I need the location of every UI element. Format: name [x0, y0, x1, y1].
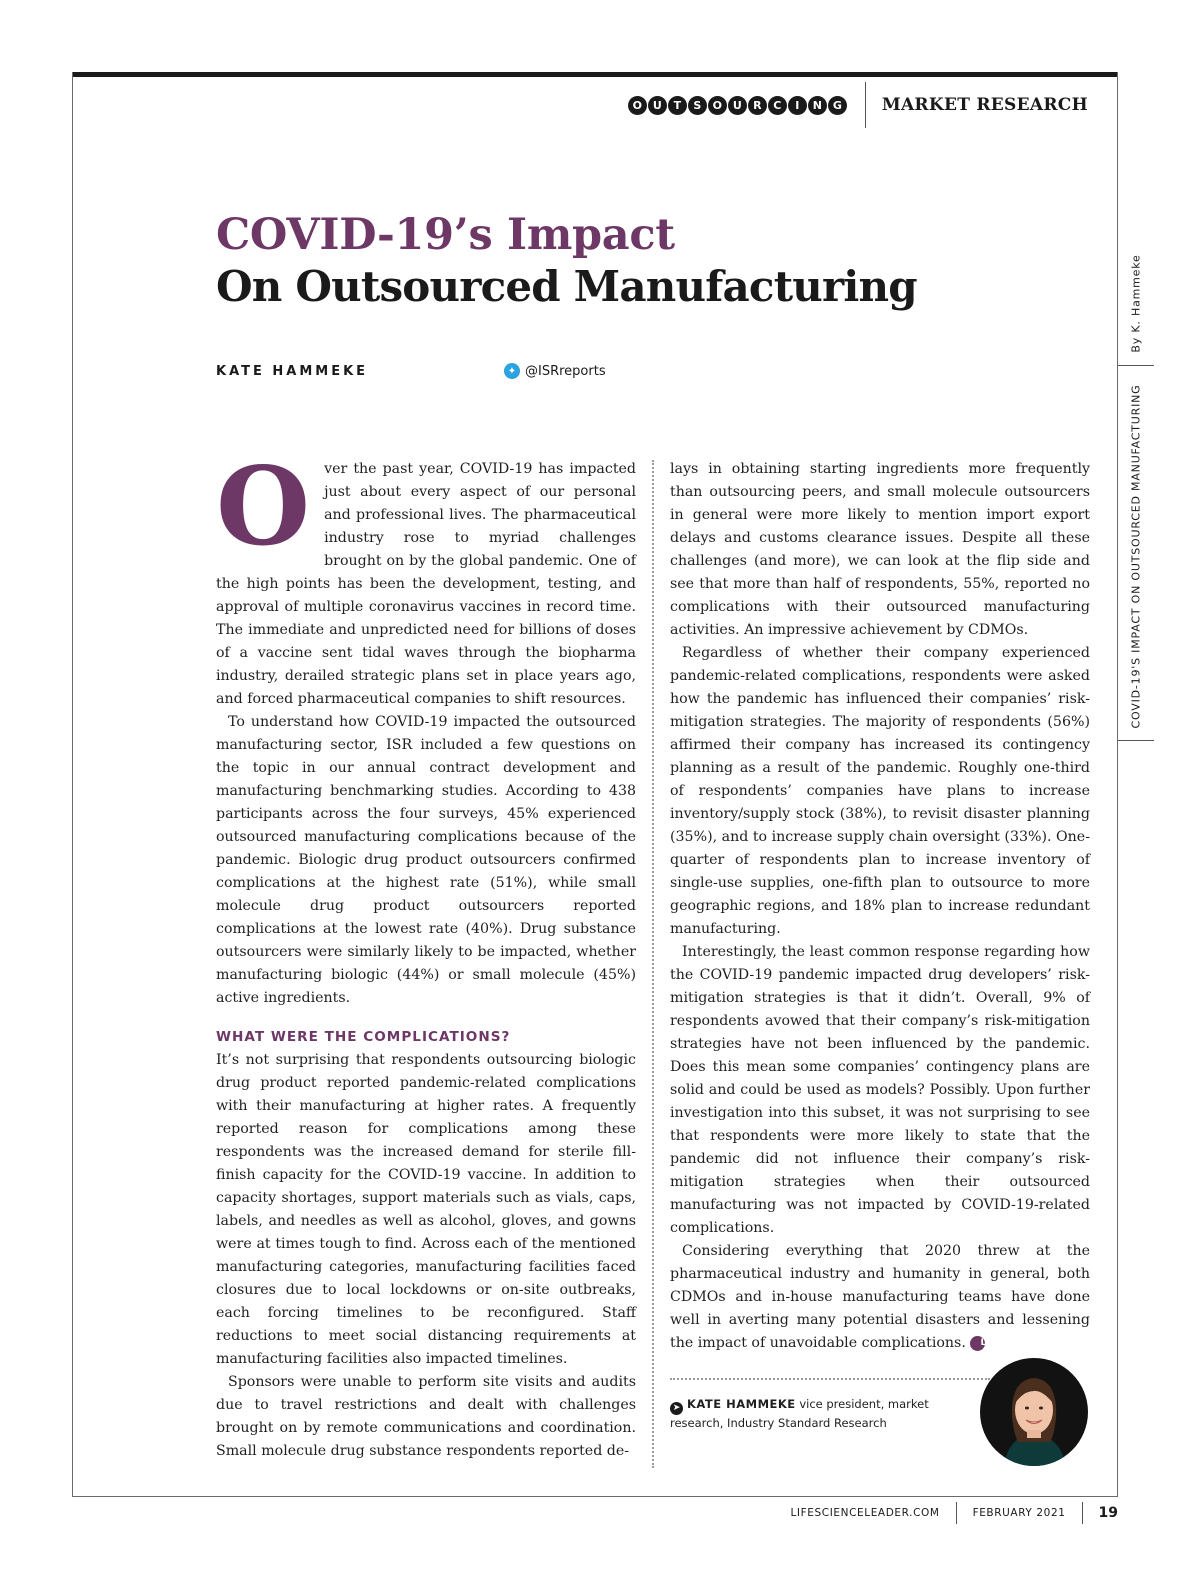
drop-cap: O — [216, 444, 311, 570]
side-byline: By K. Hammeke — [1129, 254, 1143, 353]
bottom-frame-line — [72, 1496, 1118, 1497]
paragraph — [216, 444, 636, 711]
author-portrait — [980, 1358, 1088, 1466]
author-name: KATE HAMMEKE — [216, 364, 369, 379]
side-rail — [1118, 200, 1154, 760]
badge-letter: O — [708, 96, 727, 115]
badge-letter: R — [748, 96, 767, 115]
badge-letter: U — [648, 96, 667, 115]
paragraph: Regardless of whether their company experienced pandemic-related complications, respondents were asked how the pandemic has influenced their companies’ risk-mitigation strategies. The majority of respondents (56%) affirmed their company has increased its contingency planning as a result of the pandemic. Roughly one-third of respondents’ companies have plans to increase inventory/supply stock (38%), to revisit disaster planning (35%), and to increase supply chain oversight (33%). One-quarter of respondents plan to increase inventory of single-use supplies, one-fifth plan to outsource to more geographic regions, and 18% plan to increase redundant manufacturing. — [670, 645, 1090, 937]
page-footer — [790, 1500, 1118, 1526]
page-number: 19 — [1098, 1505, 1118, 1521]
headline-line-1: COVID-19’s Impact — [216, 210, 675, 260]
arrow-right-icon: ➤ — [670, 1402, 683, 1415]
badge-letter: C — [768, 96, 787, 115]
paragraph: Sponsors were unable to perform site visits and audits due to travel restrictions and dealt with challenges brought on by remote communications and coordination. Small molecule drug substance respondents reported de- — [216, 1374, 636, 1459]
badge-letter: U — [728, 96, 747, 115]
section-label: MARKET RESEARCH — [881, 95, 1088, 115]
badge-letter: G — [828, 96, 847, 115]
header-divider — [865, 82, 866, 128]
outsourcing-badge — [628, 96, 847, 115]
paragraph-text: ver the past year, COVID-19 has impacted just about every aspect of our personal and professional lives. The pharmaceutical industry rose to myriad challenges brought on by the global pandemic. One of the high points has been the development, testing, and approval of multiple coronavirus vaccines in record time. The immediate and unpredicted need for billions of doses of a vaccine sent tidal waves through the biopharma industry, derailed strategic plans set in place years ago, and forced pharmaceutical companies to shift resources. — [216, 461, 636, 707]
bio-divider — [670, 1378, 990, 1380]
paragraph: It’s not surprising that respondents outsourcing biologic drug product reported pandemic-related complications with their manufacturing at higher rates. A frequently reported reason for complications among these respondents was the increased demand for sterile fill-finish capacity for the COVID-19 vaccine. In addition to capacity shortages, support materials such as vials, caps, labels, and needles as well as alcohol, gloves, and gowns were at times tough to find. Across each of the mentioned manufacturing categories, manufacturing facilities faced closures due to local lockdowns or on-site outbreaks, each forcing timelines to be reconfigured. Staff reductions to meet social distancing requirements at manufacturing facilities also impacted timelines. — [216, 1052, 636, 1367]
left-frame-line — [72, 72, 73, 1497]
article-column-left — [216, 444, 636, 1463]
side-rule — [1118, 365, 1154, 366]
footer-divider — [956, 1502, 957, 1524]
footer-site: LIFESCIENCELEADER.COM — [790, 1507, 940, 1519]
end-of-article-icon: L — [970, 1336, 985, 1351]
side-rule — [1118, 740, 1154, 741]
page-header — [628, 88, 1088, 122]
side-running-title: COVID-19'S IMPACT ON OUTSOURCED MANUFACTURING — [1129, 384, 1143, 729]
column-divider — [652, 460, 654, 1468]
bio-description: vice president, market research, Industry Standard Research — [670, 1397, 929, 1430]
badge-letter: S — [688, 96, 707, 115]
badge-letter: I — [788, 96, 807, 115]
paragraph: To understand how COVID-19 impacted the outsourced manufacturing sector, ISR included a few questions on the topic in our annual contract development and manufacturing benchmarking studies. According to 438 participants across the four surveys, 45% experienced outsourced manufacturing complications because of the pandemic. Biologic drug product outsourcers confirmed complications at the highest rate (51%), while small molecule drug product outsourcers reported complications at the lowest rate (40%). Drug substance outsourcers were similarly likely to be impacted, whether manufacturing biologic (44%) or small molecule (45%) active ingredients. — [216, 714, 636, 1006]
headline-line-2: On Outsourced Manufacturing — [216, 262, 917, 311]
paragraph — [670, 1240, 1090, 1355]
badge-letter: O — [628, 96, 647, 115]
twitter-handle-text: @ISRreports — [525, 363, 606, 379]
article-column-right — [670, 458, 1090, 1355]
paragraph-text: Considering everything that 2020 threw at the pharmaceutical industry and humanity in general, both CDMOs and in-house manufacturing teams have done well in averting many potential disasters and lessening the impact of unavoidable complications. — [670, 1243, 1090, 1351]
twitter-icon: ✦ — [504, 363, 520, 379]
author-bio — [670, 1396, 982, 1432]
footer-divider — [1082, 1502, 1083, 1524]
author-photo — [980, 1358, 1088, 1466]
top-rule — [72, 72, 1118, 77]
bio-name: KATE HAMMEKE — [687, 1397, 796, 1411]
footer-issue: FEBRUARY 2021 — [972, 1507, 1066, 1519]
paragraph: Interestingly, the least common response regarding how the COVID-19 pandemic impacted drug developers’ risk-mitigation strategies is that it didn’t. Overall, 9% of respondents avowed that their company’s risk-mitigation strategies have not been influenced by the pandemic. Does this mean some companies’ contingency plans are solid and could be used as models? Possibly. Upon further investigation into this subset, it was not surprising to see that respondents were more likely to state that the pandemic did not influence their company’s risk-mitigation strategies when their outsourced manufacturing was not impacted by COVID-19-related complications. — [670, 944, 1090, 1236]
badge-letter: T — [668, 96, 687, 115]
twitter-handle[interactable] — [504, 363, 606, 379]
paragraph: lays in obtaining starting ingredients more frequently than outsourcing peers, and small molecule outsourcers in general were more likely to mention import export delays and customs clearance issues. Despite all these challenges (and more), we can look at the flip side and see that more than half of respondents, 55%, reported no complications with their outsourced manufacturing activities. An impressive achievement by CDMOs. — [670, 461, 1090, 638]
badge-letter: N — [808, 96, 827, 115]
section-subhead: WHAT WERE THE COMPLICATIONS? — [216, 1029, 511, 1045]
